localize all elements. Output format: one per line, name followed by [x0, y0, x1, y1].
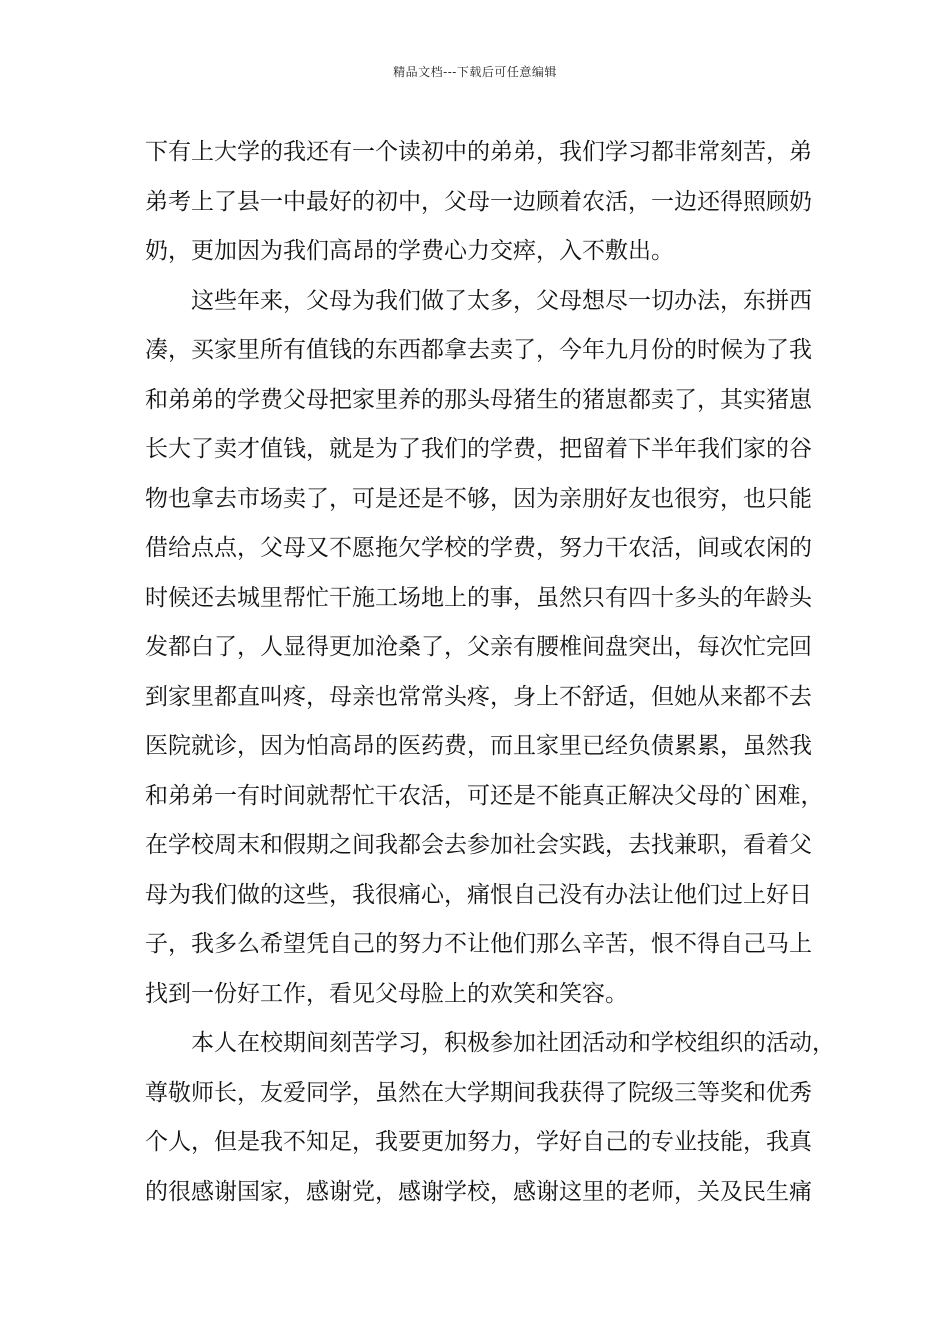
- text-line: 到家里都直叫疼，母亲也常常头疼，身上不舒适，但她从来都不去: [145, 683, 812, 710]
- text-line: 尊敬师长，友爱同学，虽然在大学期间我获得了院级三等奖和优秀: [145, 1079, 812, 1106]
- text-line: 时候还去城里帮忙干施工场地上的事，虽然只有四十多头的年龄头: [145, 584, 812, 611]
- text-line: 找到一份好工作，看见父母脸上的欢笑和笑容。: [145, 980, 628, 1007]
- text-line: 的很感谢国家，感谢党，感谢学校，感谢这里的老师，关及民生痛: [145, 1178, 812, 1205]
- text-line: 借给点点，父母又不愿拖欠学校的学费，努力干农活，间或农闲的: [145, 535, 812, 561]
- paragraph-1: [145, 128, 810, 277]
- text-line: 弟考上了县一中最好的初中，父母一边顾着农活，一边还得照顾奶: [145, 188, 812, 215]
- text-line: 奶，更加因为我们高昂的学费心力交瘁，入不敷出。: [145, 238, 674, 264]
- text-line: 个人，但是我不知足，我要更加努力，学好自己的专业技能，我真: [145, 1129, 812, 1155]
- document-body: [145, 128, 835, 1217]
- paragraph-3: [145, 1019, 835, 1217]
- text-line: 在学校周末和假期之间我都会去参加社会实践，去找兼职，看着父: [145, 832, 812, 858]
- text-line: 本人在校期间刻苦学习，积极参加社团活动和学校组织的活动，: [191, 1030, 835, 1056]
- text-line: 医院就诊，因为怕高昂的医药费，而且家里已经负债累累，虽然我: [145, 733, 812, 759]
- paragraph-2: [145, 277, 824, 1020]
- text-line: 子，我多么希望凭自己的努力不让他们那么辛苦，恨不得自己马上: [145, 931, 812, 957]
- text-line: 物也拿去市场卖了，可是还是不够，因为亲朋好友也很穷，也只能: [145, 485, 812, 512]
- text-line: 凑，买家里所有值钱的东西都拿去卖了，今年九月份的时候为了我: [145, 337, 812, 363]
- text-line: 长大了卖才值钱，就是为了我们的学费，把留着下半年我们家的谷: [145, 436, 812, 462]
- text-line: 母为我们做的这些，我很痛心，痛恨自己没有办法让他们过上好日: [145, 881, 812, 908]
- text-line: 发都白了，人显得更加沧桑了，父亲有腰椎间盘突出，每次忙完回: [145, 634, 812, 660]
- text-line: 这些年来，父母为我们做了太多，父母想尽一切办法，东拼西: [191, 287, 812, 314]
- page-header: 精品文档---下载后可任意编辑: [393, 65, 557, 79]
- text-line: 和弟弟一有时间就帮忙干农活，可还是不能真正解决父母的`困难，: [145, 782, 824, 809]
- text-line: 和弟弟的学费父母把家里养的那头母猪生的猪崽都卖了，其实猪崽: [145, 386, 812, 413]
- text-line: 下有上大学的我还有一个读初中的弟弟，我们学习都非常刻苦，弟: [145, 139, 812, 165]
